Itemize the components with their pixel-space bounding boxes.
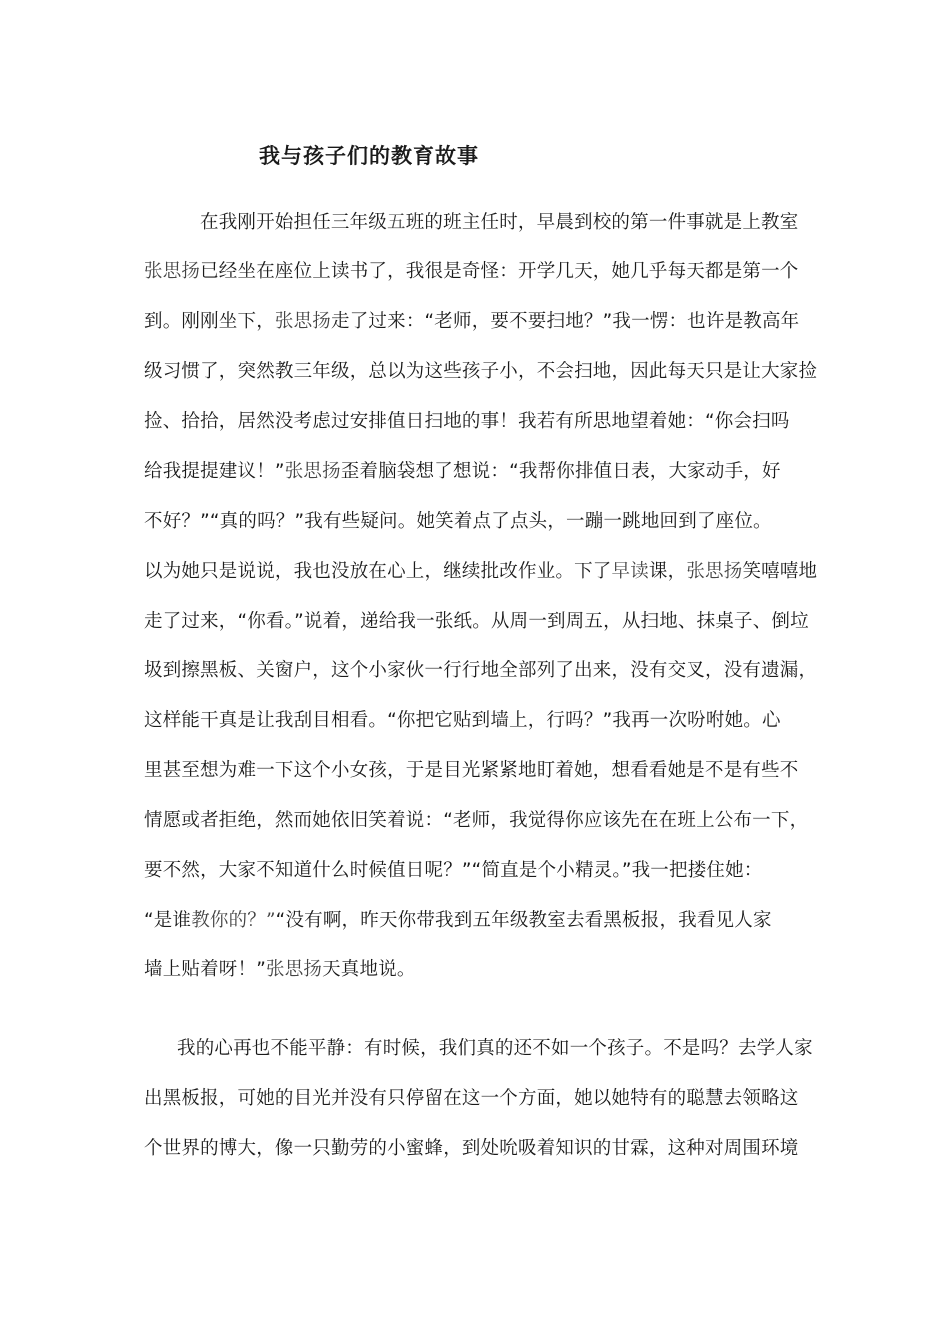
text-run: 五 [387, 212, 406, 233]
text-line: 要不然，大家不知道什么时候值日呢？”“简直是个小精灵。”我一把搂住她： [144, 860, 763, 881]
text-run: 到。刚刚坐下， [144, 311, 275, 332]
text-run: 早读 [611, 561, 649, 582]
text-line [144, 260, 799, 284]
text-run: 课， [648, 561, 687, 582]
text-run: 教你的？” [191, 910, 276, 931]
text-run: 天真地说。 [322, 959, 416, 980]
text-line [200, 211, 798, 235]
text-run: 走了过来：“老师，要不要扫地？”我一愣：也许是教高年 [331, 311, 800, 332]
text-line: 圾到擦黑板、关窗户，这个小家伙一行行地全部列了出来，没有交叉，没有遗漏， [144, 660, 818, 681]
text-line: 这样能干真是让我刮目相看。“你把它贴到墙上，行吗？”我再一次吩咐她。心 [144, 710, 781, 731]
text-run: “是谁 [144, 910, 192, 931]
text-run: “没有啊，昨天你带我到五年级教室去看黑板报，我看见人家 [275, 910, 772, 931]
text-run: 歪着脑袋想了想说：“我帮你排值日表，大家动手，好 [340, 461, 781, 482]
text-line: 级习惯了，突然教三年级，总以为这些孩子小，不会扫地，因此每天只是让大家捡 [144, 361, 818, 382]
text-run: 给我提提建议！” [144, 461, 285, 482]
student-name: 张思扬 [144, 261, 201, 282]
student-name: 张思扬 [686, 561, 743, 582]
student-name: 张思扬 [284, 461, 341, 482]
student-name: 张思扬 [266, 959, 323, 980]
text-run: 班的班主任时，早晨到校的第一件事就是上教室 [405, 212, 799, 233]
text-run: 笑嘻嘻地 [742, 561, 818, 582]
text-line: 捡、拾拾，居然没考虑过安排值日扫地的事！我若有所思地望着她：“你会扫吗 [144, 411, 790, 432]
text-line: 出黑板报，可她的目光并没有只停留在这一个方面，她以她特有的聪慧去领略这 [144, 1088, 799, 1109]
text-line: 不好？”“真的吗？”我有些疑问。她笑着点了点头，一蹦一跳地回到了座位。 [144, 511, 772, 532]
text-run: 墙上贴着呀！” [144, 959, 266, 980]
text-line: 个世界的博大，像一只勤劳的小蜜蜂，到处吮吸着知识的甘霖，这种对周围环境 [144, 1138, 799, 1159]
text-line: 我的心再也不能平静：有时候，我们真的还不如一个孩子。不是吗？去学人家 [177, 1038, 813, 1059]
text-line [144, 909, 772, 933]
text-run: 以为她只是说说，我也没放在心上，继续批改作业。下了 [144, 561, 612, 582]
text-run: 在我刚开始担任三年级 [200, 212, 388, 233]
text-line: 情愿或者拒绝，然而她依旧笑着说：“老师，我觉得你应该先在在班上公布一下， [144, 810, 809, 831]
text-line [144, 310, 799, 334]
text-line [144, 560, 817, 584]
text-line [144, 460, 781, 484]
text-run: 已经坐在座位上读书了，我很是奇怪：开学几天，她几乎每天都是第一个 [200, 261, 799, 282]
text-line [144, 958, 416, 982]
page-title: 我与孩子们的教育故事 [259, 144, 479, 168]
text-line: 走了过来，“你看。”说着，递给我一张纸。从周一到周五，从扫地、抹桌子、倒垃 [144, 611, 809, 632]
text-line: 里甚至想为难一下这个小女孩，于是目光紧紧地盯着她，想看看她是不是有些不 [144, 760, 799, 781]
student-name: 张思扬 [274, 311, 332, 332]
